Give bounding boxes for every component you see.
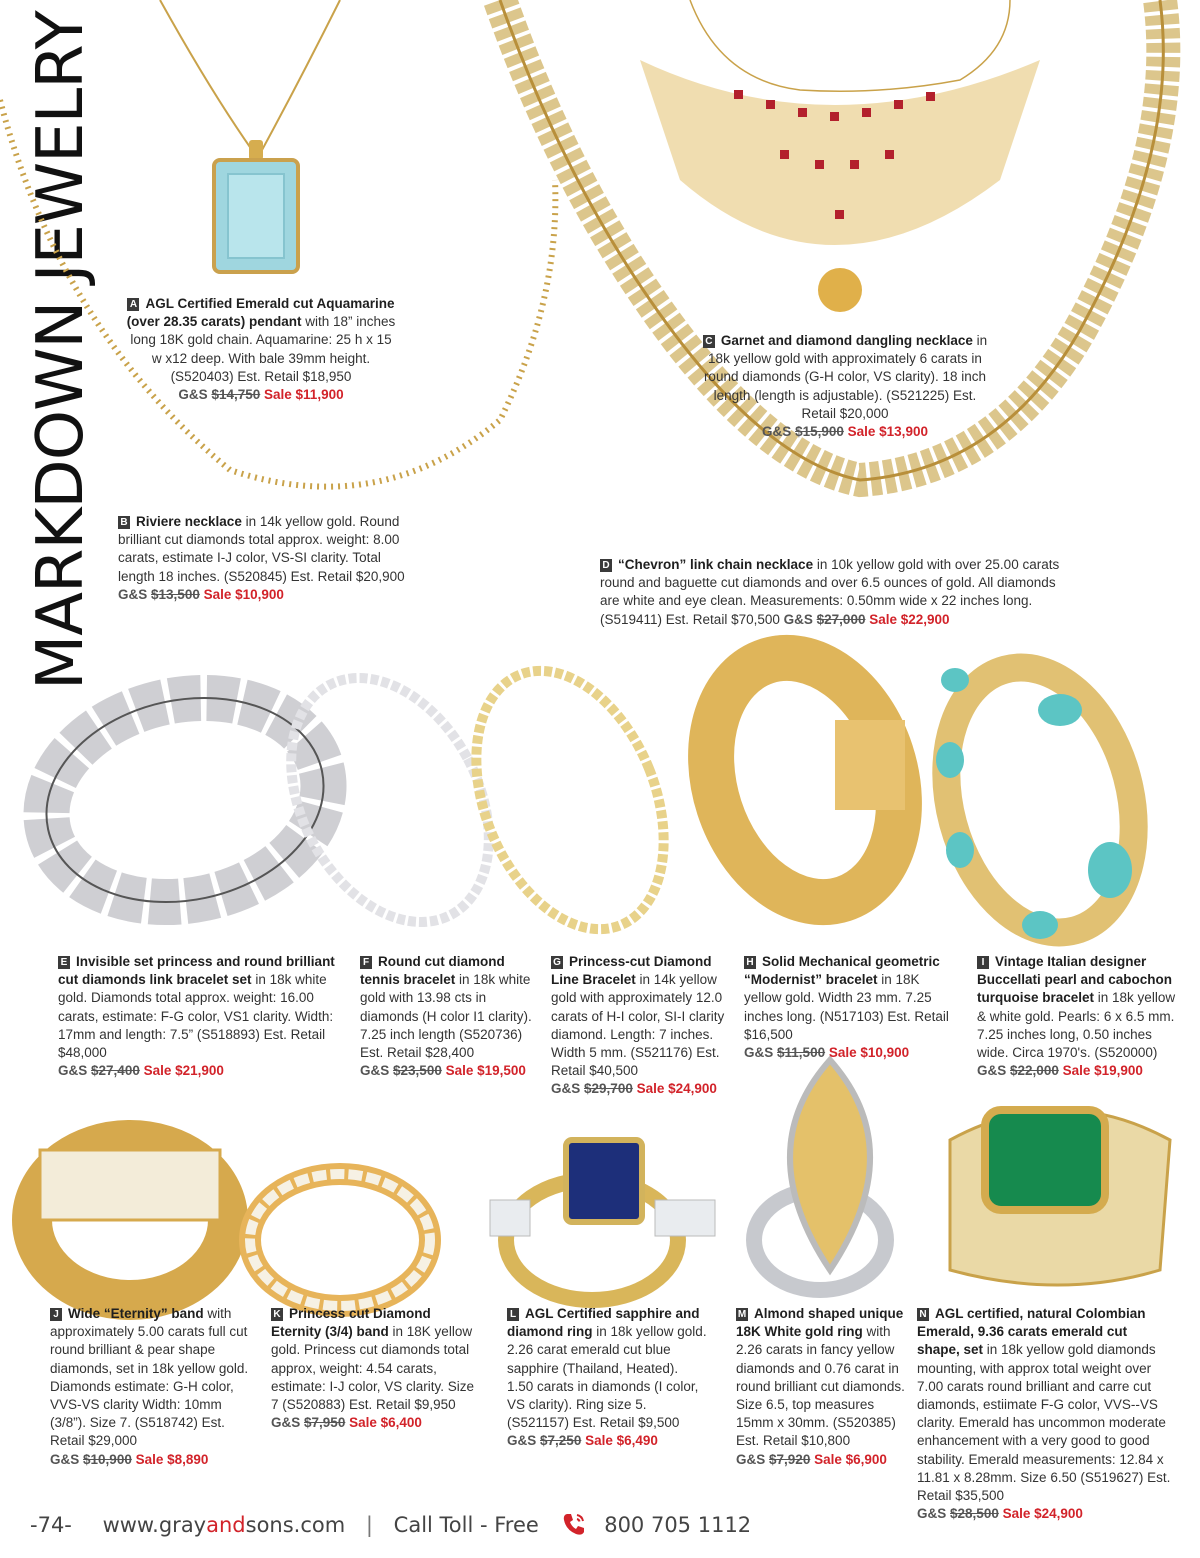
phone-number[interactable]: 800 705 1112 [604, 1513, 752, 1537]
item-m-description [736, 1305, 914, 1469]
sale-price: Sale $10,900 [828, 1045, 910, 1061]
sale-price: Sale $10,900 [203, 586, 284, 602]
sale-price: Sale $6,900 [814, 1451, 887, 1467]
item-text: in 14k yellow gold. Round brilliant cut diamonds total approx. weight: 8.00 carats, estimate I-J color, VS-SI clarity. Total length 18 inches. (S520845) Est. Retail $20,900 [118, 514, 405, 584]
gs-label: G&S [736, 1451, 766, 1467]
item-price [551, 1081, 717, 1096]
call-label: Call Toll - Free [393, 1513, 539, 1537]
item-c-description [700, 332, 990, 441]
original-price: $28,500 [950, 1506, 999, 1522]
item-title: Almond shaped unique 18K White gold ring [736, 1306, 904, 1340]
website-suffix: sons.com [245, 1513, 346, 1537]
gs-label: G&S [762, 424, 792, 440]
item-letter-badge: G [551, 956, 563, 969]
original-price: $15,900 [795, 424, 844, 440]
website-link[interactable] [103, 1513, 346, 1537]
item-text: with approximately 5.00 carats full cut round brilliant & pear shape diamonds, set in 18k yellow gold. Diamonds estimate: G-H color, VVS-VS clarity Width: 10mm (3/8”). Size 7. (S518742) Est. Retail $29,000 [50, 1306, 249, 1449]
item-letter-badge: A [127, 298, 139, 311]
item-price [118, 587, 284, 602]
gs-label: G&S [58, 1063, 88, 1079]
item-text: in 18k white gold. Diamonds total approx. weight: 16.00 carats, estimate: F-G color, VS1 clarity. Width: 17mm and length: 7.5” (S518893) Est. Retail $48,000 [58, 972, 334, 1061]
item-f-description [360, 953, 535, 1080]
gs-label: G&S [977, 1063, 1007, 1079]
sale-price: Sale $22,900 [869, 611, 950, 627]
item-text: in 18k yellow gold with approximately 6 carats in round diamonds (G-H color, VS clarity). 18 inch length (length is adjustable). (S521225) Est. Retail $20,000 [703, 333, 988, 421]
side-title: MARKDOWN JEWELRY [24, 11, 98, 690]
item-l-description [507, 1305, 707, 1451]
original-price: $23,500 [393, 1063, 442, 1079]
item-title: AGL Certified sapphire and diamond ring [507, 1306, 700, 1340]
original-price: $7,920 [769, 1451, 811, 1467]
item-text: in 14k yellow gold with approximately 12.0 carats of H-I color, SI-I clarity diamond. Length: 7 inches. Width 5 mm. (S521176) Est. Retail $40,500 [551, 972, 725, 1079]
gs-label: G&S [178, 387, 208, 403]
item-price [977, 1063, 1143, 1078]
item-price [360, 1063, 526, 1078]
item-title: Invisible set princess and round brilliant cut diamonds link bracelet set [58, 954, 335, 988]
item-letter-badge: D [600, 559, 612, 572]
item-letter-badge: L [507, 1308, 519, 1321]
gs-label: G&S [783, 611, 813, 627]
item-title: Round cut diamond tennis bracelet [360, 954, 505, 988]
original-price: $11,500 [777, 1045, 826, 1061]
item-a-description [126, 295, 396, 404]
item-b-description [118, 513, 408, 604]
gs-label: G&S [271, 1415, 301, 1431]
item-price [784, 612, 950, 627]
sale-price: Sale $13,900 [847, 424, 928, 440]
item-text: in 18k yellow & white gold. Pearls: 6 x 6.5 mm. 7.25 inches long, 0.50 inches wide. Circa 1970's. (S520000) [977, 990, 1176, 1061]
original-price: $22,000 [1010, 1063, 1059, 1079]
sale-price: Sale $19,900 [1062, 1063, 1143, 1079]
item-price [58, 1063, 224, 1078]
item-j-description [50, 1305, 250, 1469]
item-price [917, 1506, 1083, 1521]
item-title: Garnet and diamond dangling necklace [720, 333, 973, 348]
item-letter-badge: H [744, 956, 756, 969]
item-letter-badge: J [50, 1308, 62, 1321]
item-text: in 18k yellow gold. 2.26 carat emerald cut blue sapphire (Thailand, Heated). 1.50 carats in diamonds (I color, VS clarity). Ring size 5. (S521157) Est. Retail $9,500 [507, 1324, 707, 1431]
original-price: $7,250 [540, 1433, 582, 1449]
item-text: in 18K yellow gold. Width 23 mm. 7.25 inches long. (N517103) Est. Retail $16,500 [744, 972, 949, 1042]
item-title: Solid Mechanical geometric “Modernist” bracelet [744, 954, 940, 988]
item-n-description [917, 1305, 1172, 1523]
item-title: “Chevron” link chain necklace [618, 557, 814, 572]
item-text: in 10k yellow gold with over 25.00 carats round and baguette cut diamonds and over 6.5 ounces of gold. All diamonds are white and eye clean. Measurements: 0.50mm wide x 22 inches long. (S519411) Est. Retail $70,500 [600, 557, 1060, 627]
sale-price: Sale $19,500 [445, 1063, 526, 1079]
item-letter-badge: F [360, 956, 372, 969]
page-number: -74- [30, 1513, 72, 1537]
page-footer [30, 1510, 751, 1538]
item-letter-badge: M [737, 1309, 747, 1320]
item-title: Wide “Eternity” band [68, 1306, 204, 1321]
gs-label: G&S [50, 1451, 80, 1467]
sale-price: Sale $24,900 [636, 1081, 717, 1097]
footer-separator: | [365, 1513, 373, 1537]
item-text: in 18k yellow gold diamonds mounting, with approx total weight over 7.00 carats round brilliant and carre cut diamonds, estiimate F-G color, VVS--VS clarity. Emerald has uncommon moderate enhancement with a very good to good stability. Emerald measurements: 12.84 x 11.81 x 8.28mm. Size 6.50 (S519627) Est. Retail $35,500 [917, 1342, 1171, 1504]
item-letter-badge: K [271, 1308, 283, 1321]
item-h-description [744, 953, 954, 1062]
item-text: with 2.26 carats in fancy yellow diamonds and 0.76 carat in round brilliant cut diamonds. Size 6.5, top measures 15mm x 30mm. (S520385) Est. Retail $10,800 [736, 1324, 905, 1449]
item-letter-badge: C [703, 335, 715, 348]
item-text: in 18k white gold with 13.98 cts in diamonds (H color I1 clarity). 7.25 inch length (S520736) Est. Retail $28,400 [360, 972, 532, 1061]
phone-icon [560, 1510, 588, 1538]
sale-price: Sale $6,490 [585, 1433, 658, 1449]
sale-price: Sale $8,890 [135, 1451, 209, 1467]
item-title: Princess cut Diamond Eternity (3/4) band [271, 1306, 431, 1340]
item-text: in 18K yellow gold. Princess cut diamonds total approx, weight: 4.54 carats, estimate: I-J color, VS clarity. Size 7 (S520883) Est. Retail $9,950 [271, 1324, 475, 1413]
sale-price: Sale $11,900 [264, 387, 344, 403]
item-price [736, 1452, 887, 1467]
item-e-description [58, 953, 343, 1080]
item-price [50, 1452, 208, 1467]
gs-label: G&S [118, 586, 148, 602]
item-g-description [551, 953, 731, 1099]
original-price: $14,750 [211, 387, 261, 403]
original-price: $27,000 [816, 611, 866, 627]
item-letter-badge: I [977, 956, 989, 969]
gs-label: G&S [551, 1081, 581, 1097]
original-price: $29,700 [584, 1081, 633, 1097]
item-title: AGL Certified Emerald cut Aquamarine (over 28.35 carats) pendant [126, 296, 395, 330]
sale-price: Sale $21,900 [143, 1063, 224, 1079]
gs-label: G&S [360, 1063, 390, 1079]
item-letter-badge: N [917, 1308, 929, 1321]
original-price: $27,400 [91, 1063, 140, 1079]
item-price [507, 1433, 658, 1448]
website-and: and [206, 1513, 246, 1537]
item-k-description [271, 1305, 481, 1432]
item-title: Riviere necklace [136, 514, 242, 529]
item-title: Vintage Italian designer Buccellati pearl and cabochon turquoise bracelet [977, 954, 1173, 1006]
gs-label: G&S [507, 1433, 537, 1449]
item-d-description [600, 556, 1070, 629]
original-price: $13,500 [151, 586, 200, 602]
original-price: $7,950 [304, 1415, 346, 1431]
item-title: AGL certified, natural Colombian Emerald, 9.36 carats emerald cut shape, set [917, 1306, 1146, 1358]
item-text: with 18” inches long 18K gold chain. Aquamarine: 25 h x 15 w x12 deep. With bale 39mm height. (S520403) Est. Retail $18,950 [130, 314, 396, 384]
item-letter-badge: B [118, 516, 130, 529]
website-prefix: www.gray [102, 1513, 207, 1537]
item-price [271, 1415, 422, 1430]
item-letter-badge: E [58, 956, 70, 969]
item-title: Princess-cut Diamond Line Bracelet [551, 954, 712, 988]
item-price [762, 424, 928, 439]
original-price: $10,900 [83, 1451, 132, 1467]
gs-label: G&S [744, 1045, 774, 1061]
item-i-description [977, 953, 1177, 1080]
item-price [744, 1045, 909, 1060]
sale-price: Sale $24,900 [1002, 1506, 1083, 1522]
sale-price: Sale $6,400 [349, 1415, 422, 1431]
item-price [178, 387, 343, 402]
gs-label: G&S [917, 1506, 947, 1522]
